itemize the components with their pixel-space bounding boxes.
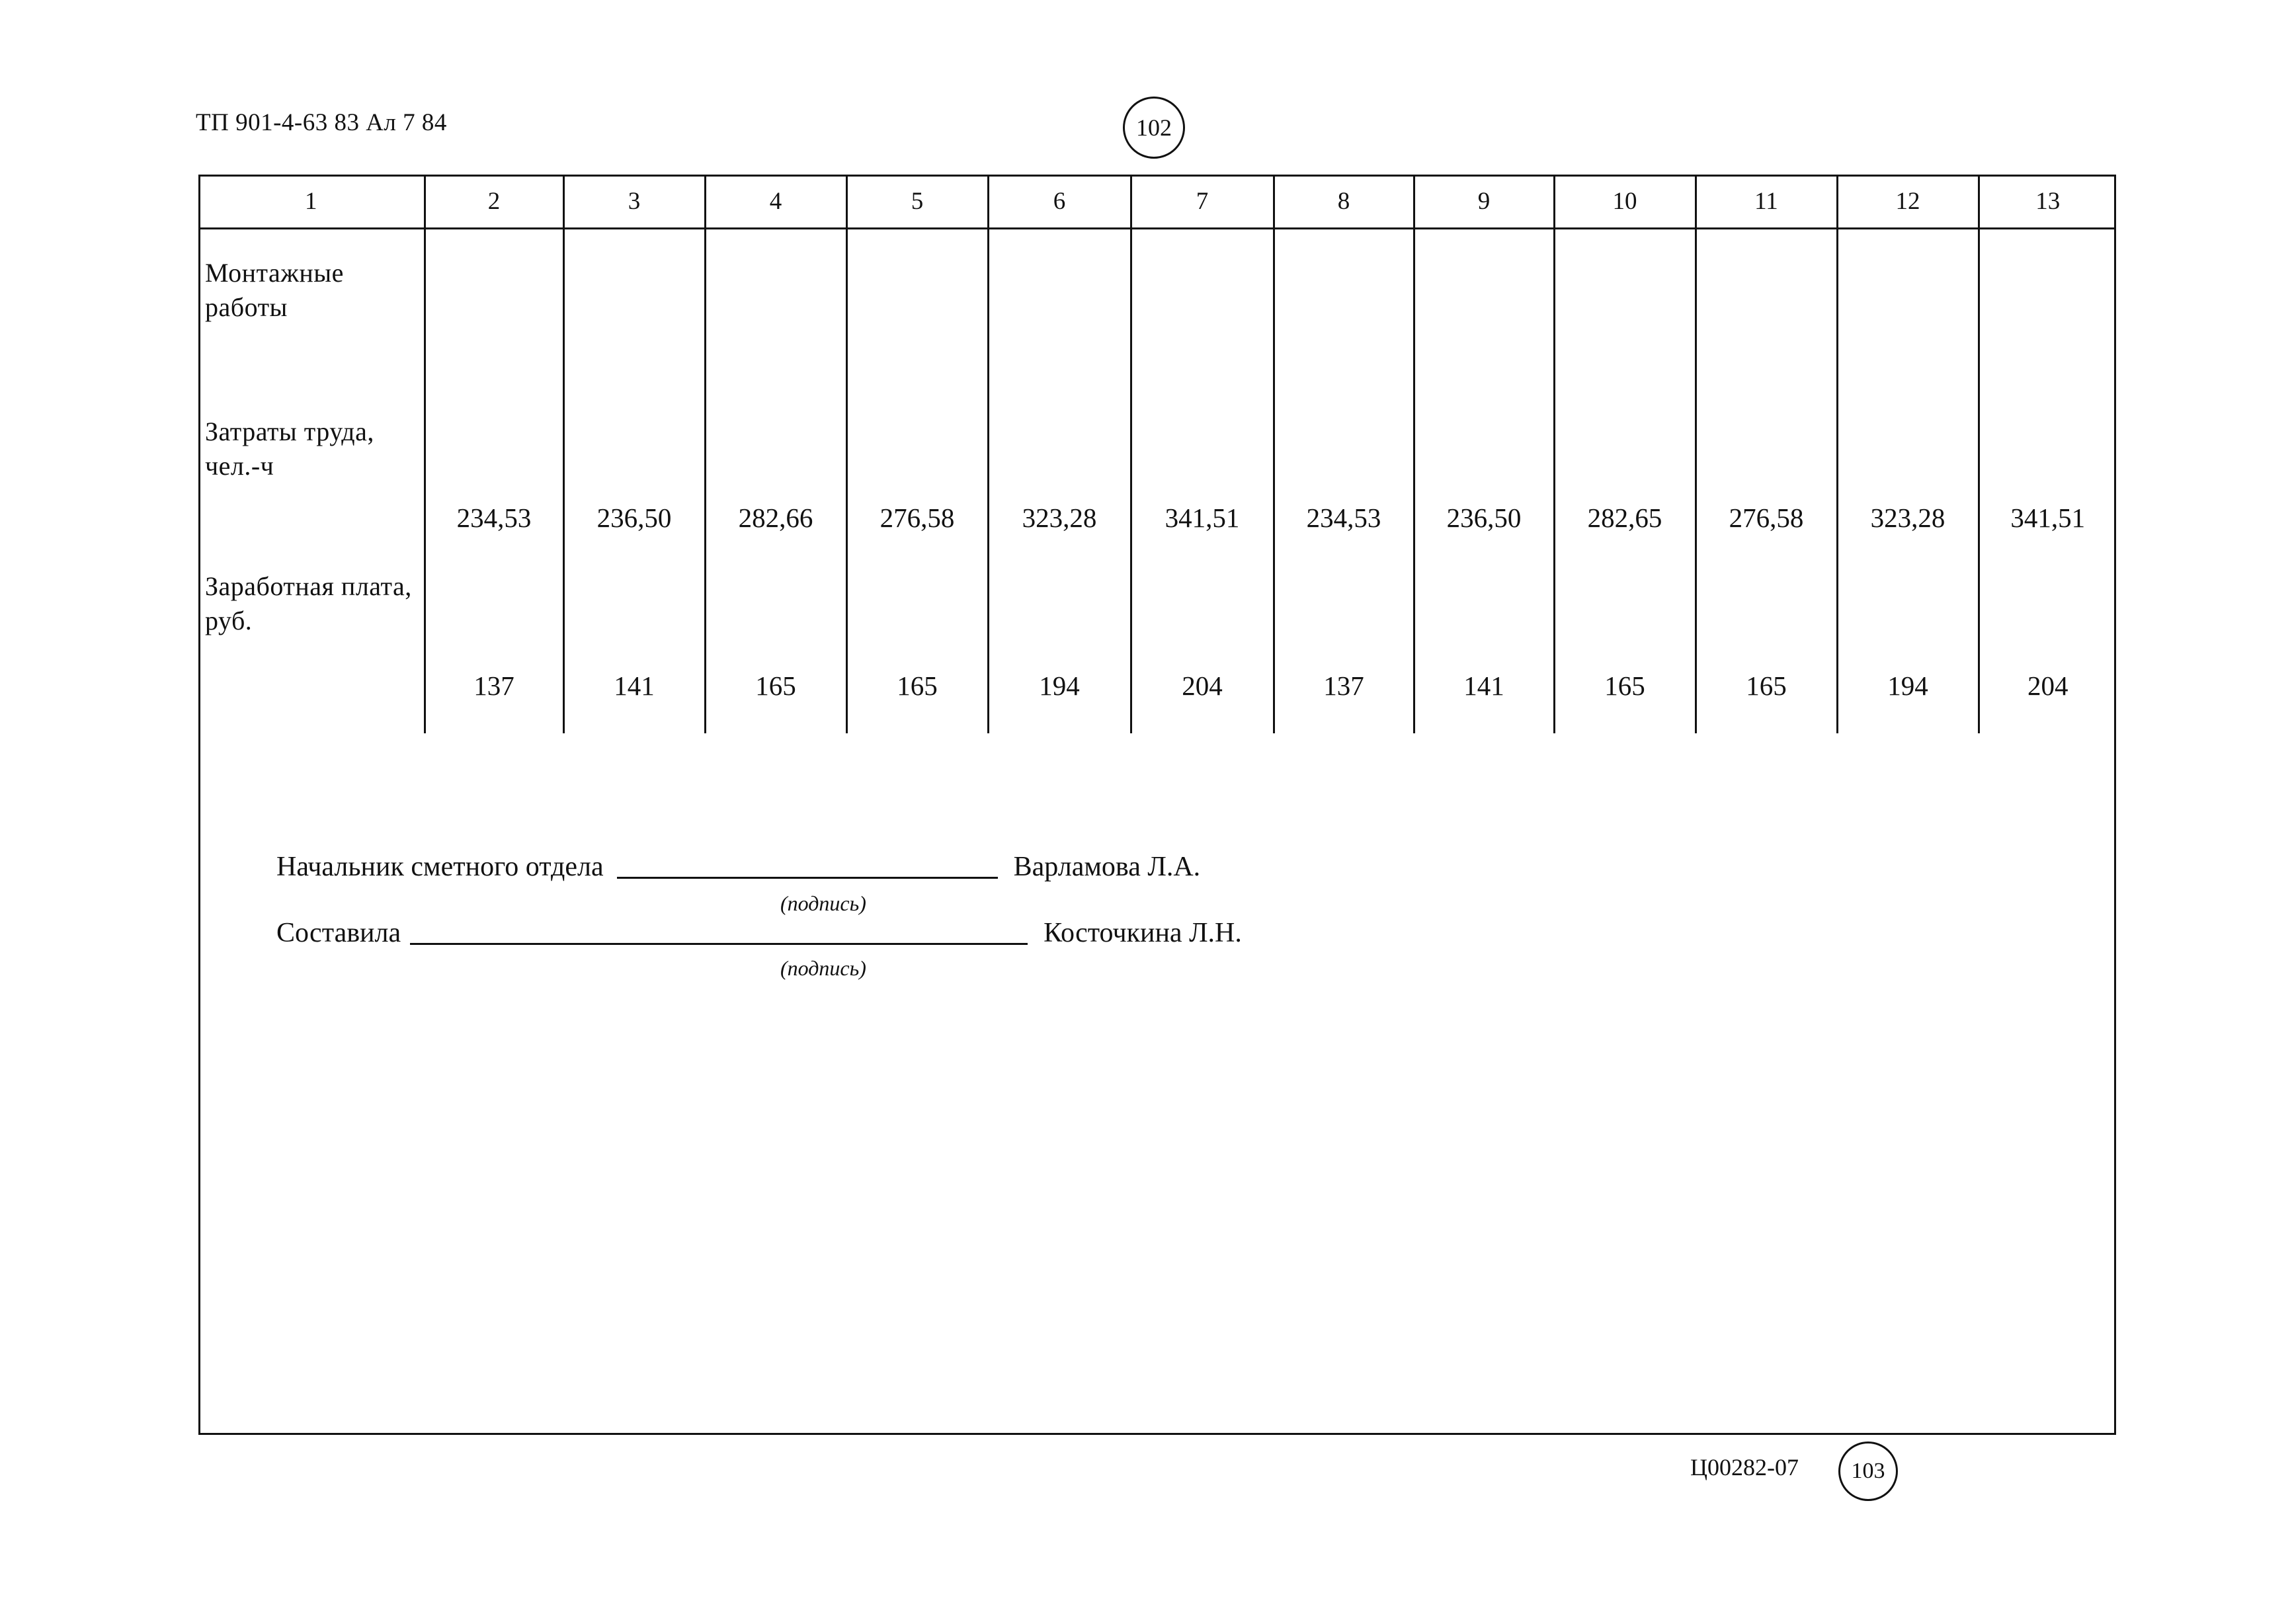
- document-code: ТП 901-4-63 83 Ал 7 84: [196, 109, 447, 136]
- table-cell: 234,53: [1274, 408, 1414, 569]
- column-number: 2: [425, 175, 563, 229]
- signature-hint: (подпись): [780, 891, 866, 915]
- signature-row-compiler: [276, 916, 1242, 949]
- section-title: Монтажные работы: [198, 229, 425, 409]
- table-cell: 194: [1837, 569, 1979, 733]
- column-number: 8: [1274, 175, 1414, 229]
- empty-cell: [988, 229, 1131, 409]
- table-cell: 282,65: [1554, 408, 1696, 569]
- column-number: 1: [198, 175, 425, 229]
- empty-cell: [563, 229, 705, 409]
- column-number: 3: [563, 175, 705, 229]
- table-cell: 165: [846, 569, 988, 733]
- empty-cell: [1696, 229, 1837, 409]
- signature-line: [410, 916, 1028, 945]
- table-cell: 137: [425, 569, 563, 733]
- row-label: Затраты труда, чел.-ч: [198, 408, 425, 569]
- section-row: [198, 229, 2116, 409]
- table-cell: 341,51: [2010, 503, 2086, 533]
- table-cell: 204: [1131, 569, 1274, 733]
- empty-cell: [1554, 229, 1696, 409]
- column-number: 6: [988, 175, 1131, 229]
- signature-role: Начальник сметного отдела: [276, 852, 604, 882]
- signature-row-head: [276, 850, 1200, 883]
- table-cell: 341,51: [1131, 408, 1274, 569]
- column-number: 10: [1554, 175, 1696, 229]
- table-cell: 236,50: [563, 408, 705, 569]
- table-cell: 165: [1554, 569, 1696, 733]
- column-number: 13: [1979, 175, 2116, 229]
- table-cell: 165: [705, 569, 846, 733]
- table-cell: 137: [1274, 569, 1414, 733]
- estimate-table: [198, 175, 2116, 733]
- table-row-wages: [198, 569, 2116, 733]
- row-label: Заработная плата, руб.: [198, 569, 425, 733]
- signature-hint: (подпись): [780, 956, 866, 980]
- table-cell: 165: [1696, 569, 1837, 733]
- table-cell: 236,50: [1414, 408, 1554, 569]
- empty-cell: [846, 229, 988, 409]
- stamp-code: Ц00282-07: [1690, 1454, 1799, 1481]
- empty-cell: [705, 229, 846, 409]
- table-cell: 204: [2027, 670, 2068, 701]
- column-number: 4: [705, 175, 846, 229]
- signature-line: [617, 850, 998, 879]
- signature-name: Варламова Л.А.: [1013, 852, 1201, 882]
- empty-cell: [1414, 229, 1554, 409]
- column-number: 11: [1696, 175, 1837, 229]
- table-row-labor: [198, 408, 2116, 569]
- page-number: 102: [1123, 97, 1185, 159]
- empty-cell: [1274, 229, 1414, 409]
- column-number-row: [198, 175, 2116, 229]
- table-cell: 141: [1414, 569, 1554, 733]
- table-cell: 323,28: [1837, 408, 1979, 569]
- table-cell: 276,58: [1696, 408, 1837, 569]
- column-number: 9: [1414, 175, 1554, 229]
- column-number: 5: [846, 175, 988, 229]
- empty-cell: [425, 229, 563, 409]
- empty-cell: [1131, 229, 1274, 409]
- table-cell: 234,53: [425, 408, 563, 569]
- stamp-number: 103: [1838, 1441, 1898, 1501]
- table-cell: 194: [988, 569, 1131, 733]
- signature-name: Косточкина Л.Н.: [1044, 918, 1242, 948]
- table-cell: 276,58: [846, 408, 988, 569]
- table-cell: 141: [563, 569, 705, 733]
- signature-role: Составила: [276, 918, 401, 948]
- column-number: 12: [1837, 175, 1979, 229]
- table-cell: 282,66: [705, 408, 846, 569]
- empty-cell: [1837, 229, 1979, 409]
- empty-cell: [1979, 229, 2116, 409]
- column-number: 7: [1131, 175, 1274, 229]
- table-cell: 323,28: [988, 408, 1131, 569]
